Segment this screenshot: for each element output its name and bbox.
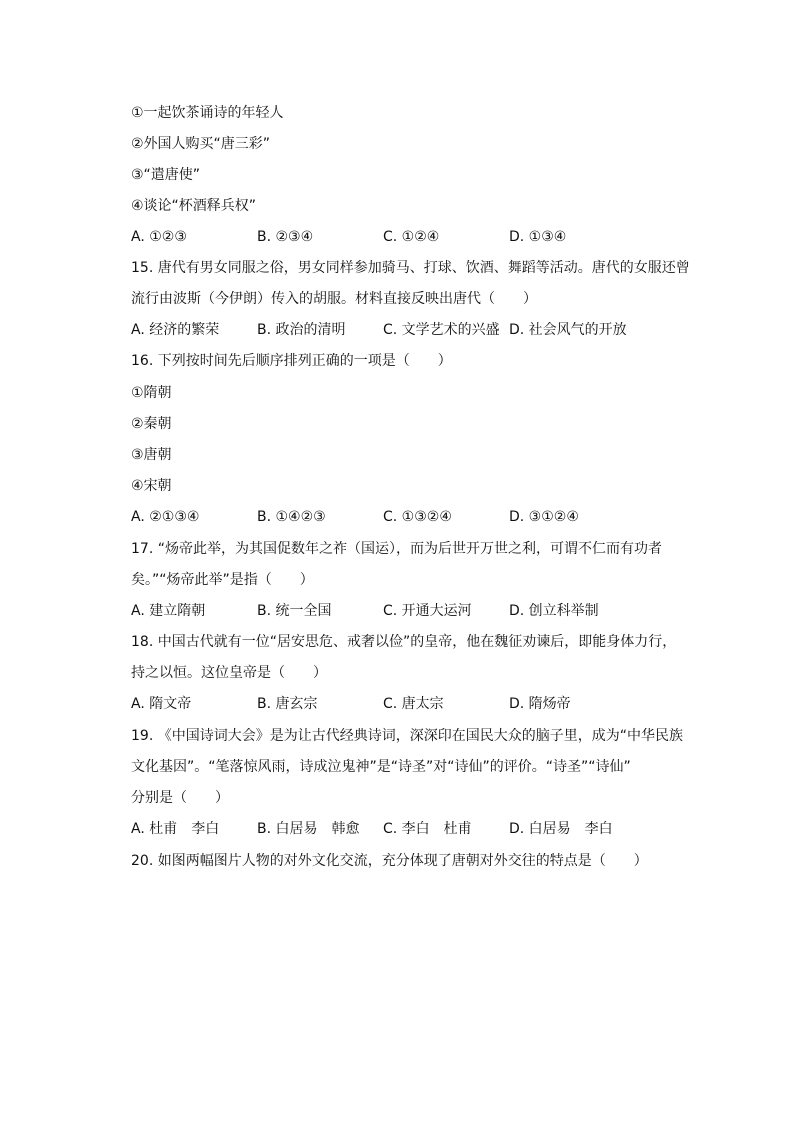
q14-option-d: D. ①③④ (509, 229, 567, 245)
q16-option-a: A. ②①③④ (131, 509, 200, 525)
q18-stem-line-1: 18. 中国古代就有一位“居安思危、戒奢以俭”的皇帝，他在魏征劝谏后，即能身体力行， (131, 634, 677, 650)
q17-option-c: C. 开通大运河 (383, 603, 472, 619)
q14-item-2: ②外国人购买“唐三彩” (131, 136, 271, 152)
q18-option-a: A. 隋文帝 (131, 696, 192, 712)
q16-option-c: C. ①③②④ (383, 509, 452, 525)
q17-stem-line-2: 矣。”“炀帝此举”是指（ ） (131, 572, 314, 588)
q16-stem-line-1: 16. 下列按时间先后顺序排列正确的一项是（ ） (131, 353, 452, 369)
q19-option-c: C. 李白 杜甫 (383, 821, 472, 837)
q15-stem-line-1: 15. 唐代有男女同服之俗，男女同样参加骑马、打球、饮酒、舞蹈等活动。唐代的女服还曾 (131, 260, 690, 276)
q16-item-3: ③唐朝 (131, 447, 172, 463)
q14-option-c: C. ①②④ (383, 229, 440, 245)
q14-item-4: ④谈论“杯酒释兵权” (131, 198, 257, 214)
q17-option-d: D. 创立科举制 (509, 603, 599, 619)
q19-option-d: D. 白居易 李白 (509, 821, 613, 837)
q16-item-4: ④宋朝 (131, 478, 172, 494)
q18-option-c: C. 唐太宗 (383, 696, 444, 712)
q17-option-b: B. 统一全国 (257, 603, 332, 619)
q14-item-1: ①一起饮茶诵诗的年轻人 (131, 105, 284, 121)
q15-option-c: C. 文学艺术的兴盛 (383, 322, 500, 338)
q17-option-a: A. 建立隋朝 (131, 603, 206, 619)
q19-stem-line-2: 文化基因”。“笔落惊风雨，诗成泣鬼神”是“诗圣”对“诗仙”的评价。“诗圣”“诗仙” (131, 759, 631, 775)
q16-option-d: D. ③①②④ (509, 509, 579, 525)
q19-stem-line-3: 分别是（ ） (131, 790, 229, 806)
q14-item-3: ③“遣唐使” (131, 167, 201, 183)
q19-stem-line-1: 19. 《中国诗词大会》是为让古代经典诗词，深深印在国民大众的脑子里，成为“中华民族 (131, 728, 683, 744)
q15-stem-line-2: 流行由波斯（今伊朗）传入的胡服。材料直接反映出唐代（ ） (131, 291, 537, 307)
q16-item-2: ②秦朝 (131, 416, 172, 432)
q18-option-b: B. 唐玄宗 (257, 696, 318, 712)
q15-option-a: A. 经济的繁荣 (131, 322, 220, 338)
q15-option-d: D. 社会风气的开放 (509, 322, 627, 338)
q18-stem-line-2: 持之以恒。这位皇帝是（ ） (131, 665, 327, 681)
q19-option-b: B. 白居易 韩愈 (257, 821, 360, 837)
q19-option-a: A. 杜甫 李白 (131, 821, 220, 837)
q16-option-b: B. ①④②③ (257, 509, 326, 525)
q20-stem-line-1: 20. 如图两幅图片人物的对外文化交流，充分体现了唐朝对外交往的特点是（ ） (131, 853, 648, 869)
q14-option-b: B. ②③④ (257, 229, 314, 245)
q18-option-d: D. 隋炀帝 (509, 696, 571, 712)
q15-option-b: B. 政治的清明 (257, 322, 346, 338)
q14-option-a: A. ①②③ (131, 229, 187, 245)
q16-item-1: ①隋朝 (131, 385, 172, 401)
q17-stem-line-1: 17. “炀帝此举，为其国促数年之祚（国运），而为后世开万世之利，可谓不仁而有功者 (131, 541, 662, 557)
